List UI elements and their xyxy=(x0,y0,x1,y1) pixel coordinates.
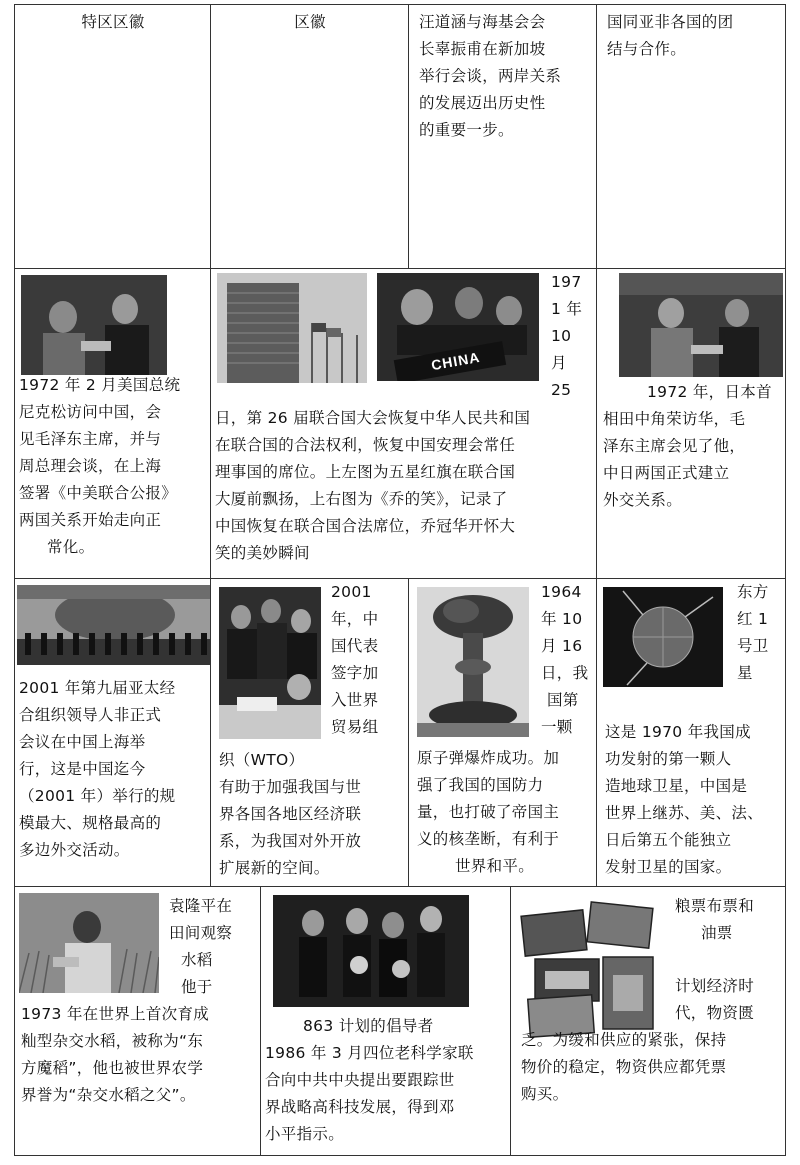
row4-cell-yuan xyxy=(14,886,262,1156)
satellite-side-text: 东方 红 1 号卫 星 xyxy=(737,583,769,682)
row1-cell-1 xyxy=(14,4,212,270)
row2-cell-un xyxy=(210,268,598,580)
bomb-side-text: 1964 年 10 月 16 日，我 国第 一颗 xyxy=(541,583,589,736)
four-scientists-photo xyxy=(273,895,469,1007)
un-date-side-text: 197 1 年 10 月 25 xyxy=(551,273,583,399)
mao-tanaka-photo xyxy=(619,273,783,377)
row2-cell-japan xyxy=(596,268,786,580)
apec-meeting-text: 2001 年第九届亚太经 合组织领导人非正式 会议在中国上海举 行，这是中国迄今 （2001 年）举行的规 模最大、规格最高的 多边外交活动。 xyxy=(19,679,176,859)
row3-cell-bomb xyxy=(408,578,598,888)
yuan-side-text: 袁隆平在 田间观察 水稻 他于 xyxy=(169,897,233,996)
china-japan-relations-text: 1972 年，日本首 相田中角荣访华，毛 泽东主席会见了他， 中日两国正式建立 外交关系。 xyxy=(603,383,772,509)
atomic-bomb-photo xyxy=(417,587,529,737)
apec-leaders-photo xyxy=(17,585,213,665)
plan-863-text: 863 计划的倡导者 1986 年 3 月四位老科学家联 合向中共中央提出要跟踪世 界战略高科技发展，得到邓 小平指示。 xyxy=(265,1017,474,1143)
hybrid-rice-text: 1973 年在世界上首次育成 籼型杂交水稻，被称为“东 方魔稻”，他也被世界农学 界誉为“杂交水稻之父”。 xyxy=(21,1005,210,1104)
row4-cell-863 xyxy=(260,886,512,1156)
nixon-visit-text: 1972 年 2 月美国总统 尼克松访问中国，会 见毛泽东主席，并与 周总理会谈，在上海 签署《中美联合公报》 两国关系开始走向正 常化。 xyxy=(19,376,181,556)
special-zone-emblem-label: 特区区徽 xyxy=(81,13,145,31)
row3-cell-satellite xyxy=(596,578,786,888)
region-emblem-label: 区徽 xyxy=(294,13,326,31)
dongfanghong-satellite-photo xyxy=(603,587,723,687)
row1-cell-3 xyxy=(408,4,598,270)
nixon-mao-photo xyxy=(21,275,167,375)
atomic-bomb-text: 原子弹爆炸成功。加 强了我国的国防力 量，也打破了帝国主 义的核垄断，有利于 世界和平。 xyxy=(417,749,560,875)
row2-cell-nixon xyxy=(14,268,212,580)
un-building-flag-photo xyxy=(217,273,367,383)
cross-strait-talks-text: 汪道涵与海基会会 长辜振甫在新加坡 举行会谈，两岸关系 的发展迈出历史性 的重要一步。 xyxy=(419,13,562,139)
satellite-launch-text: 这是 1970 年我国成 功发射的第一颗人 造地球卫星，中国是 世界上继苏、美、法、 日后第五个能独立 发射卫星的国家。 xyxy=(605,723,764,876)
row1-cell-2 xyxy=(210,4,410,270)
qiao-laugh-photo xyxy=(377,273,539,381)
china-placard-text: CHINA xyxy=(429,348,482,374)
yuan-longping-photo xyxy=(19,893,159,993)
row4-cell-coupons xyxy=(510,886,786,1156)
row3-cell-apec xyxy=(14,578,212,888)
un-seat-restoration-text: 日，第 26 届联合国大会恢复中华人民共和国 在联合国的合法权利，恢复中国安理会常任 理事国的席位。上左图为五星红旗在联合国 大厦前飘扬，上右图为《乔的笑》，记录了 中国恢复在联合国合法席位，乔冠华开怀大 笑的美妙瞬间 xyxy=(215,409,531,562)
wto-signing-photo xyxy=(219,587,321,739)
row3-cell-wto xyxy=(210,578,410,888)
planned-economy-text: 计划经济时 代，物资匮 乏。为缓和供应的紧张，保持 物价的稳定，物资供应都凭票 购买。 xyxy=(521,977,755,1103)
row1-cell-4 xyxy=(596,4,786,270)
wto-side-text: 2001 年，中 国代表 签字加 入世界 贸易组 xyxy=(331,583,379,736)
asia-africa-text: 国同亚非各国的团 结与合作。 xyxy=(607,13,734,58)
coupons-side-text: 粮票布票和 油票 xyxy=(675,897,755,942)
wto-accession-text: 织（WTO） 有助于加强我国与世 界各国各地区经济联 系，为我国对外开放 扩展新的空间。 xyxy=(219,751,362,877)
